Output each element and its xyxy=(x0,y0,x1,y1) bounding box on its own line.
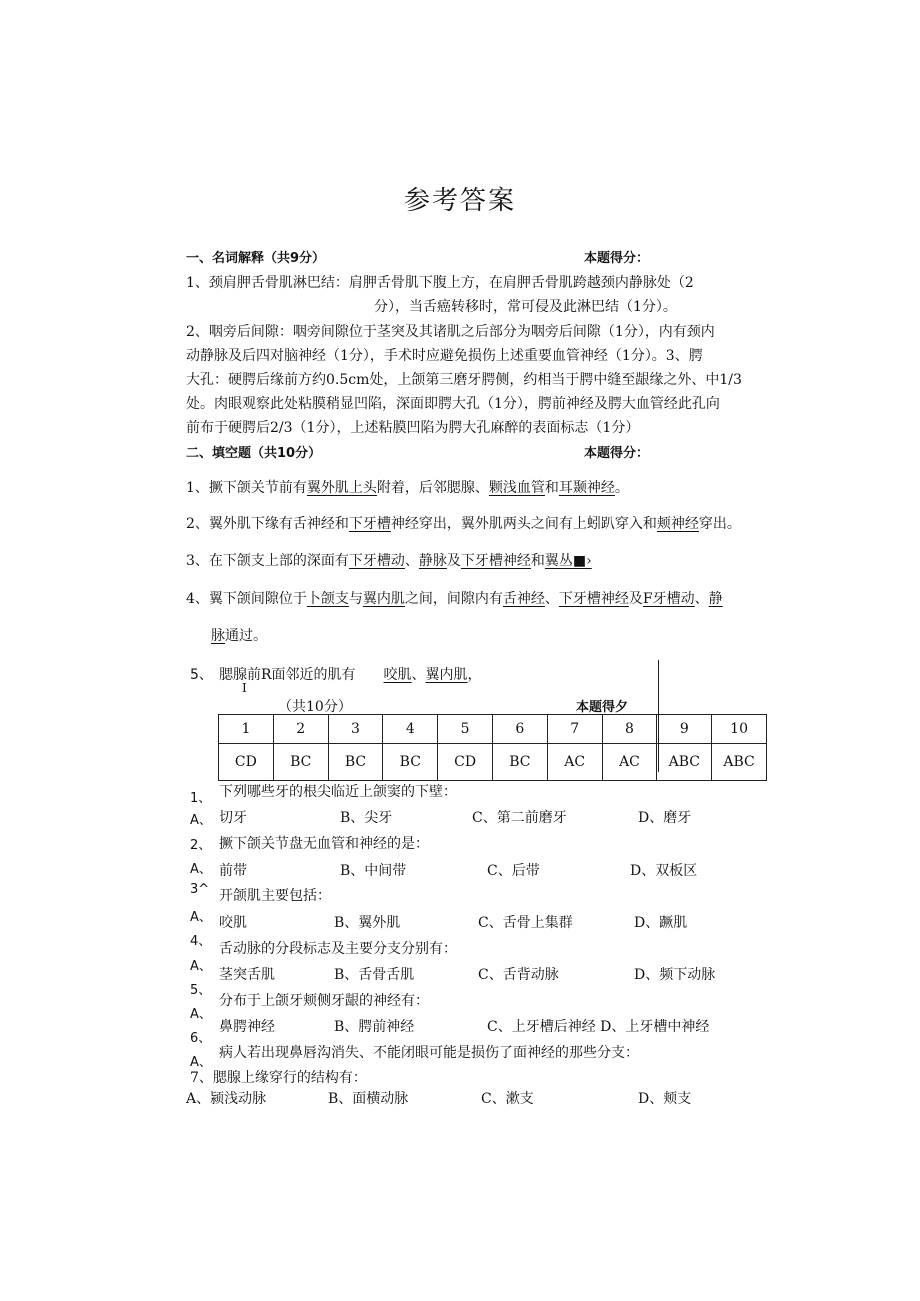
mc-q1-option-d: D、磨牙 xyxy=(638,810,692,826)
mc-q2-option-b: B、中间带 xyxy=(340,863,407,879)
mc-q5-option-b: B、腭前神经 xyxy=(334,1019,415,1035)
mc-q2-option-c: C、后带 xyxy=(487,863,540,879)
fill-q1 xyxy=(186,477,629,497)
mc-q3-option-a: 咬肌 xyxy=(219,915,247,931)
q1-line2: 分），当舌癌转移时，常可侵及此淋巴结（1分）。 xyxy=(374,299,677,315)
fill-q2 xyxy=(186,513,741,533)
mc-q7-option-a: A、颍浅动脉 xyxy=(186,1091,267,1107)
mc-q1-option-c: C、第二前磨牙 xyxy=(472,810,567,826)
table-cell: ABC xyxy=(657,744,712,781)
mc-q2-letter: A、 xyxy=(190,862,212,877)
fill-q4-answer4: 下牙槽神经 xyxy=(558,591,629,607)
mc-q5-number: 5、 xyxy=(190,983,212,998)
table-cell: CD xyxy=(219,744,274,781)
section3-heading-fragment: （共10分） xyxy=(278,699,352,715)
mc-q3-letter: A、 xyxy=(190,910,212,925)
mc-q1-number: 1、 xyxy=(190,791,212,806)
fill-q4-cont xyxy=(211,625,267,645)
fill-q4-text: 与 xyxy=(348,591,363,607)
mc-q7-option-d: D、颊支 xyxy=(638,1091,692,1107)
fill-q1-text: 附着，后邻腮腺、 xyxy=(376,480,489,496)
fill-q3-answer3: 下牙槽神经 xyxy=(460,553,531,569)
table-cell: AC xyxy=(547,744,602,781)
fill-q4 xyxy=(186,588,723,608)
fill-q4-text: 之间，间隙内有 xyxy=(404,591,503,607)
mc-q2-number: 2、 xyxy=(190,838,212,853)
table-cell: CD xyxy=(438,744,493,781)
mc-q3-stem: 开颌肌主要包括： xyxy=(219,888,331,904)
fill-q4-answer5: F牙槽动 xyxy=(642,591,695,607)
mc-q4-stem: 舌动脉的分段标志及主要分支分别有： xyxy=(219,941,457,957)
fill-q3-text: 3、在下颌支上部的深面有 xyxy=(186,553,349,569)
table-cell: BC xyxy=(328,744,383,781)
section1-heading: 一、名词解释（共9分） xyxy=(186,251,326,266)
table-cell: BC xyxy=(273,744,328,781)
mc-q4-letter: A、 xyxy=(190,959,212,974)
fill-q3-answer1: 下牙槽动 xyxy=(348,553,405,569)
fill-q3-text: 及 xyxy=(446,553,461,569)
fill-q5-answer2: 翼内肌 xyxy=(425,667,468,683)
fill-q4-answer6-cont: 脉 xyxy=(211,628,225,644)
fill-q3-text: 和 xyxy=(530,553,545,569)
q2-line1: 2、咽旁后间隙：咽旁间隙位于茎突及其诸肌之后部分为咽旁后间隙（1分），内有颈内 xyxy=(186,324,715,340)
mc-q3-option-d: D、蹶肌 xyxy=(634,915,688,931)
table-row xyxy=(219,715,767,744)
section3-score-label: 本题得夕 xyxy=(576,700,629,715)
q1-line1: 1、颈肩胛舌骨肌淋巴结：肩胛舌骨肌下腹上方，在肩胛舌骨肌跨越颈内静脉处（2 xyxy=(186,275,694,291)
fill-q4-text: 、 xyxy=(694,591,709,607)
fill-q1-answer1: 翼外肌上头 xyxy=(306,480,377,496)
mc-q1-option-a: 切牙 xyxy=(219,810,247,826)
table-header-cell: 6 xyxy=(492,715,547,744)
table-header-cell: 2 xyxy=(273,715,328,744)
section2-heading: 二、填空题（共10分） xyxy=(186,446,322,461)
section1-score-label: 本题得分： xyxy=(584,251,650,266)
fill-q5 xyxy=(219,664,482,684)
fill-q2-text: 神经穿出，翼外肌两头之间有上蚓趴穿入和 xyxy=(390,516,657,532)
mc-q3-option-b: B、翼外肌 xyxy=(334,915,401,931)
fill-q5-text: 腮腺前 xyxy=(219,667,261,683)
mc-q6-letter: A、 xyxy=(190,1055,212,1070)
mc-q4-option-d: D、频下动脉 xyxy=(634,967,716,983)
fragment-mark: I xyxy=(242,681,247,695)
mc-q5-letter: A、 xyxy=(190,1007,212,1022)
fill-q2-text: 2、翼外肌下缘有舌神经和 xyxy=(186,516,349,532)
mc-q4-number: 4、 xyxy=(190,934,212,949)
section2-score-label: 本题得分： xyxy=(584,446,650,461)
mc-q7-option-c: C、漱支 xyxy=(481,1091,534,1107)
fill-q4-answer3: 舌神经 xyxy=(502,591,545,607)
mc-q3-number: 3^ xyxy=(190,882,210,897)
table-cell: BC xyxy=(383,744,438,781)
mc-q1-stem: 下列哪些牙的根尖临近上颌窦的下壁： xyxy=(219,784,457,800)
mc-q6-number: 6、 xyxy=(190,1031,212,1046)
fill-q4-text: 通过。 xyxy=(225,628,267,644)
mc-q5-stem: 分布于上颌牙颊侧牙龈的神经有： xyxy=(219,993,429,1009)
fill-q4-text: 及 xyxy=(628,591,643,607)
mc-q1-letter: A、 xyxy=(190,813,212,828)
table-header-cell: 1 xyxy=(219,715,274,744)
mc-q7-stem: 7、腮腺上缘穿行的结构有： xyxy=(190,1070,367,1086)
table-cell: ABC xyxy=(712,744,767,781)
fill-q4-answer6: 静 xyxy=(708,591,723,607)
fill-q1-answer2: 颗浅血管 xyxy=(488,480,545,496)
answer-table xyxy=(218,714,767,781)
fill-q2-answer2: 颊神经 xyxy=(656,516,699,532)
q2-line4: 处。肉眼观察此处粘膜稍显凹陷，深面即腭大孔（1分），腭前神经及腭大血管经此孔向 xyxy=(186,396,720,412)
mc-q1-option-b: B、尖牙 xyxy=(340,810,393,826)
mc-q5-option-a: 鼻腭神经 xyxy=(219,1019,275,1035)
fill-q1-text: 。 xyxy=(614,480,629,496)
table-header-cell: 5 xyxy=(438,715,493,744)
fill-q3-answer4: 翼丛■› xyxy=(544,553,592,569)
fill-q5-answer1: 咬肌 xyxy=(383,667,412,683)
table-header-cell: 9 xyxy=(657,715,712,744)
fill-q1-text: 1、撅下颌关节前有 xyxy=(186,480,307,496)
fill-q5-number: 5、 xyxy=(190,667,213,683)
fill-q4-answer2: 翼内肌 xyxy=(362,591,405,607)
mc-q5-option-cd: C、上牙槽后神经 D、上牙槽中神经 xyxy=(487,1019,710,1035)
fill-q4-answer1: 卜颌支 xyxy=(306,591,349,607)
fill-q3-text: 、 xyxy=(404,553,419,569)
fill-q4-text: 、 xyxy=(544,591,559,607)
fill-q3 xyxy=(186,550,592,570)
table-header-cell: 7 xyxy=(547,715,602,744)
page-title: 参考答案 xyxy=(403,186,516,216)
fill-q5-text: ， xyxy=(467,667,482,683)
mc-q2-option-a: 前带 xyxy=(219,863,247,879)
fill-q2-text: 穿出。 xyxy=(698,516,741,532)
table-header-cell: 8 xyxy=(602,715,657,744)
table-cell: BC xyxy=(492,744,547,781)
mc-q6-stem: 病人若出现鼻唇沟消失、不能闭眼可能是损伤了面神经的那些分支： xyxy=(219,1045,639,1061)
mc-q2-stem: 撅下颌关节盘无血管和神经的是： xyxy=(219,836,429,852)
q2-line3: 大孔：硬腭后缘前方约0.5cm处，上颌第三磨牙腭侧，约相当于腭中缝至龈缘之外、中1/3 xyxy=(186,372,742,388)
mc-q4-option-c: C、舌背动脉 xyxy=(478,967,559,983)
table-header-cell: 3 xyxy=(328,715,383,744)
mc-q4-option-b: B、舌骨舌肌 xyxy=(334,967,415,983)
table-header-cell: 4 xyxy=(383,715,438,744)
mc-q2-option-d: D、双板区 xyxy=(630,863,698,879)
fill-q3-answer2: 静脉 xyxy=(418,553,447,569)
mc-q4-option-a: 茎突舌肌 xyxy=(219,967,275,983)
q2-line5: 前布于硬腭后2/3（1分），上述粘膜凹陷为腭大孔麻醉的表面标志（1分） xyxy=(186,420,640,436)
fill-q2-answer1: 下牙槽 xyxy=(348,516,391,532)
mc-q3-option-c: C、舌骨上集群 xyxy=(478,915,573,931)
table-cell: AC xyxy=(602,744,657,781)
table-header-cell: 10 xyxy=(712,715,767,744)
fill-q1-text: 和 xyxy=(544,480,559,496)
fill-q4-text: 4、翼下颌间隙位于 xyxy=(186,591,307,607)
fill-q1-answer3: 耳颞神经 xyxy=(558,480,615,496)
table-row xyxy=(219,744,767,781)
mc-q7-option-b: B、面横动脉 xyxy=(328,1091,409,1107)
q2-line2: 动静脉及后四对脑神经（1分），手术时应避免损伤上述重要血管神经（1分）。3、腭 xyxy=(186,348,703,364)
fill-q5-text: R面邻近的肌有 xyxy=(261,667,356,683)
fill-q5-text: 、 xyxy=(411,667,426,683)
